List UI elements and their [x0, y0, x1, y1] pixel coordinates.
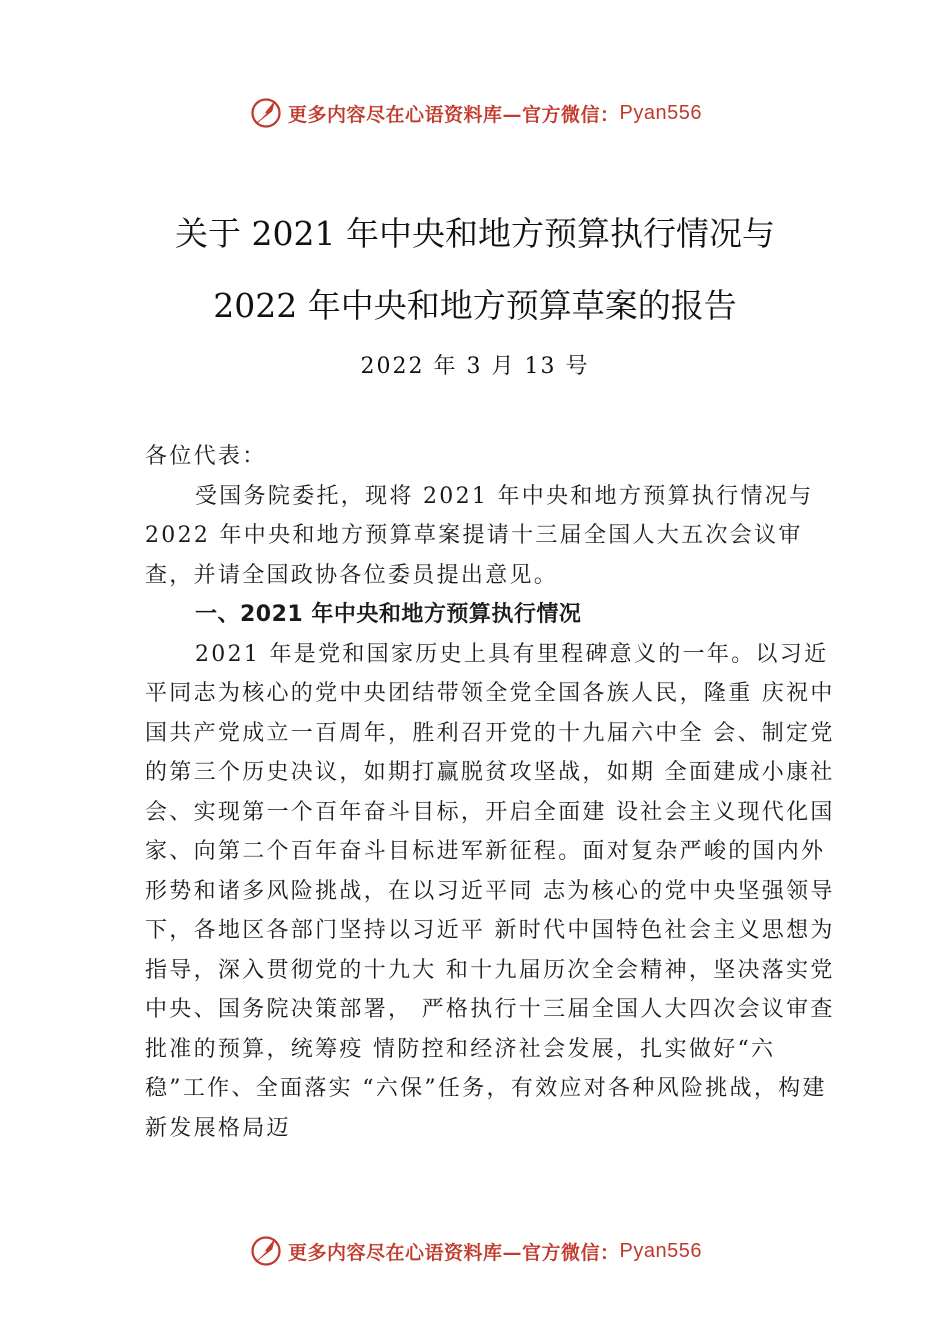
report-date: 2022 年 3 月 13 号: [360, 354, 590, 379]
watermark-header: [0, 95, 950, 131]
salutation: 各位代表：: [145, 444, 267, 469]
quill-pen-logo-icon: [248, 95, 284, 131]
watermark-wechat-id: Pyan556: [619, 101, 702, 124]
report-title-line-1: 关于 2021 年中央和地方预算执行情况与: [175, 214, 775, 253]
watermark-text: 更多内容尽在心语资料库—官方微信：: [288, 1241, 620, 1264]
watermark-text: 更多内容尽在心语资料库—官方微信：: [288, 103, 620, 126]
section-1-heading: 一、2021 年中央和地方预算执行情况: [195, 602, 582, 627]
section-1-paragraph: 2021 年是党和国家历史上具有里程碑意义的一年。以习近平同志为核心的党中央团结带领全党全国各族人民，隆重 庆祝中国共产党成立一百周年，胜利召开党的十九届六中全 会、制定党的第三个历史决议，如期打赢脱贫攻坚战，如期 全面建成小康社会、实现第一个百年奋斗目标，开启全面建 设社会主义现代化国家、向第二个百年奋斗目标进军新征程。面对复杂严峻的国内外形势和诸多风险挑战，在以习近平同 志为核心的党中央坚强领导下，各地区各部门坚持以习近平 新时代中国特色社会主义思想为指导，深入贯彻党的十九大 和十九届历次全会精神，坚决落实党中央、国务院决策部署， 严格执行十三届全国人大四次会议审查批准的预算，统筹疫 情防控和经济社会发展，扎实做好“六稳”工作、全面落实 “六保”任务，有效应对各种风险挑战，构建新发展格局迈: [145, 641, 835, 1141]
report-body: [145, 437, 835, 1148]
report-title-line-2: 2022 年中央和地方预算草案的报告: [213, 286, 737, 325]
watermark-footer: [0, 1233, 950, 1269]
intro-paragraph: 受国务院委托，现将 2021 年中央和地方预算执行情况与 2022 年中央和地方预算草案提请十三届全国人大五次会议审查，并请全国政协各位委员提出意见。: [145, 483, 814, 588]
watermark-wechat-id: Pyan556: [619, 1239, 702, 1262]
quill-pen-logo-icon: [248, 1233, 284, 1269]
